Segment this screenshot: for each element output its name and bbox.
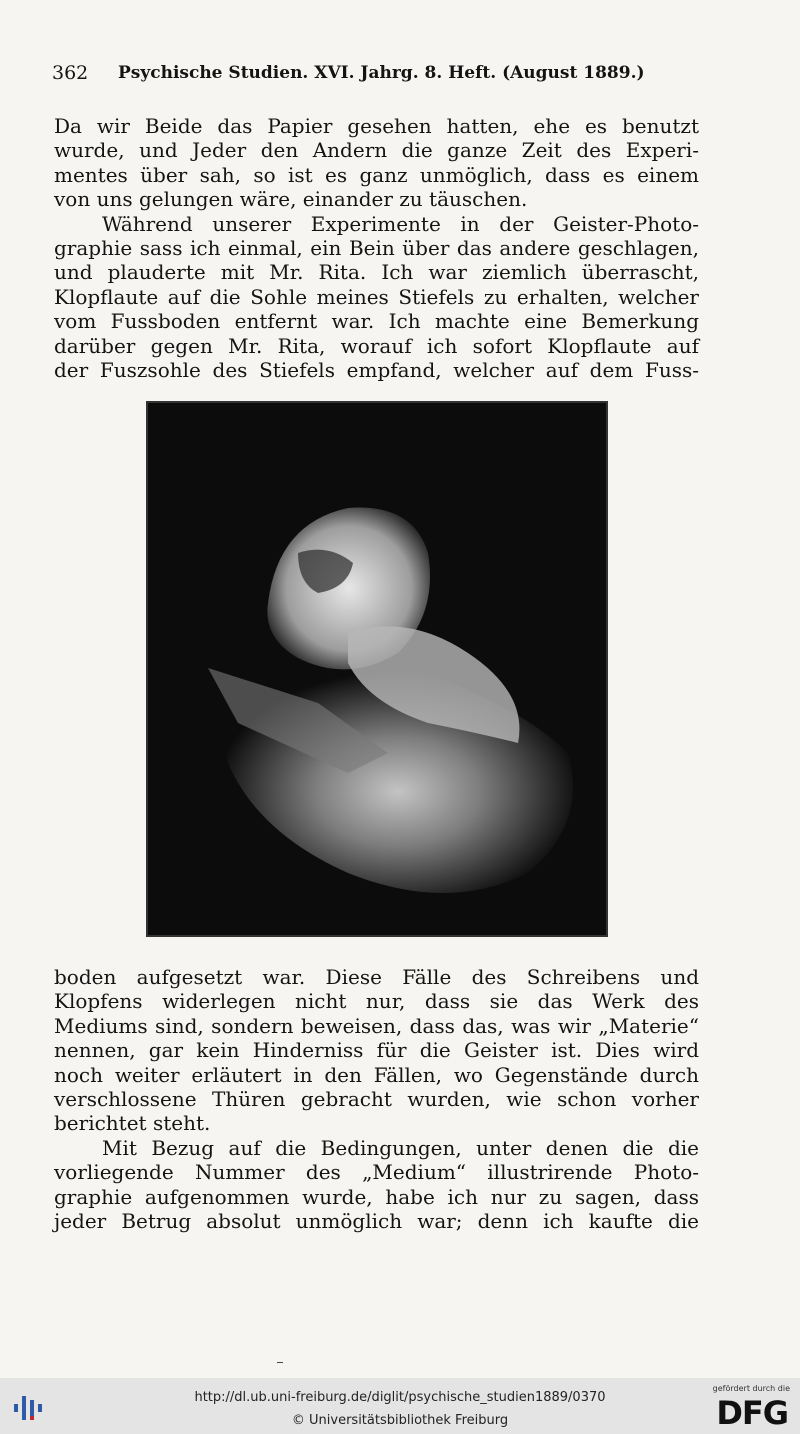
page-number: 362 [52, 62, 89, 84]
text-line: Mit Bezug auf die Bedingungen, unter denen die die [102, 1135, 699, 1160]
viewer-footer [0, 1378, 800, 1434]
spirit-photograph-image [146, 401, 608, 937]
text-line: graphie sass ich einmal, ein Bein über das andere geschlagen, [54, 236, 699, 261]
copyright-text: © Universitätsbibliothek Freiburg [291, 1413, 509, 1428]
dfg-logo: DFG [716, 1394, 788, 1432]
text-line: der Fuszsohle des Stiefels empfand, welcher auf dem Fuss- [54, 358, 699, 383]
running-header [52, 60, 700, 90]
text-line: mentes über sah, so ist es ganz unmöglich, dass es einem [54, 162, 699, 187]
running-title: Psychische Studien. XVI. Jahrg. 8. Heft. (August 1889.) [118, 63, 645, 83]
source-url-link[interactable]: http://dl.ub.uni-freiburg.de/diglit/psychische_studien1889/0370 [194, 1390, 606, 1405]
text-line: vorliegende Nummer des „Medium“ illustrirende Photo- [54, 1160, 699, 1185]
text-line: und plauderte mit Mr. Rita. Ich war ziemlich überrascht, [54, 260, 699, 285]
body-text-bottom [54, 965, 699, 1233]
text-line: vom Fussboden entfernt war. Ich machte eine Bemerkung [54, 309, 699, 334]
text-line: verschlossene Thüren gebracht wurden, wie schon vorher [54, 1087, 699, 1112]
text-line: Klopflaute auf die Sohle meines Stiefels zu erhalten, welcher [54, 284, 699, 309]
text-line: jeder Betrug absolut unmöglich war; denn ich kaufte die [54, 1209, 699, 1234]
text-line: boden aufgesetzt war. Diese Fälle des Schreibens und [54, 965, 699, 989]
scan-mark [277, 1362, 283, 1363]
text-line: graphie aufgenommen wurde, habe ich nur zu sagen, dass [54, 1184, 699, 1209]
text-line: Klopfens widerlegen nicht nur, dass sie das Werk des [54, 989, 699, 1014]
text-line: Während unserer Experimente in der Geister-Photo- [102, 211, 699, 236]
text-line: noch weiter erläutert in den Fällen, wo Gegenstände durch [54, 1062, 699, 1087]
text-line: berichtet steht. [54, 1111, 211, 1136]
text-line: von uns gelungen wäre, einander zu täuschen. [54, 187, 528, 212]
text-line: wurde, und Jeder den Andern die ganze Zeit des Experi- [54, 138, 699, 163]
body-text-top [54, 114, 699, 382]
text-line: Da wir Beide das Papier gesehen hatten, ehe es benutzt [54, 114, 699, 138]
text-line: nennen, gar kein Hinderniss für die Geister ist. Dies wird [54, 1038, 699, 1063]
text-line: darüber gegen Mr. Rita, worauf ich sofort Klopflaute auf [54, 333, 699, 358]
funded-by-text: gefördert durch die [712, 1384, 790, 1393]
photograph-icon [148, 403, 606, 935]
text-line: Mediums sind, sondern beweisen, dass das, was wir „Materie“ [54, 1013, 699, 1038]
